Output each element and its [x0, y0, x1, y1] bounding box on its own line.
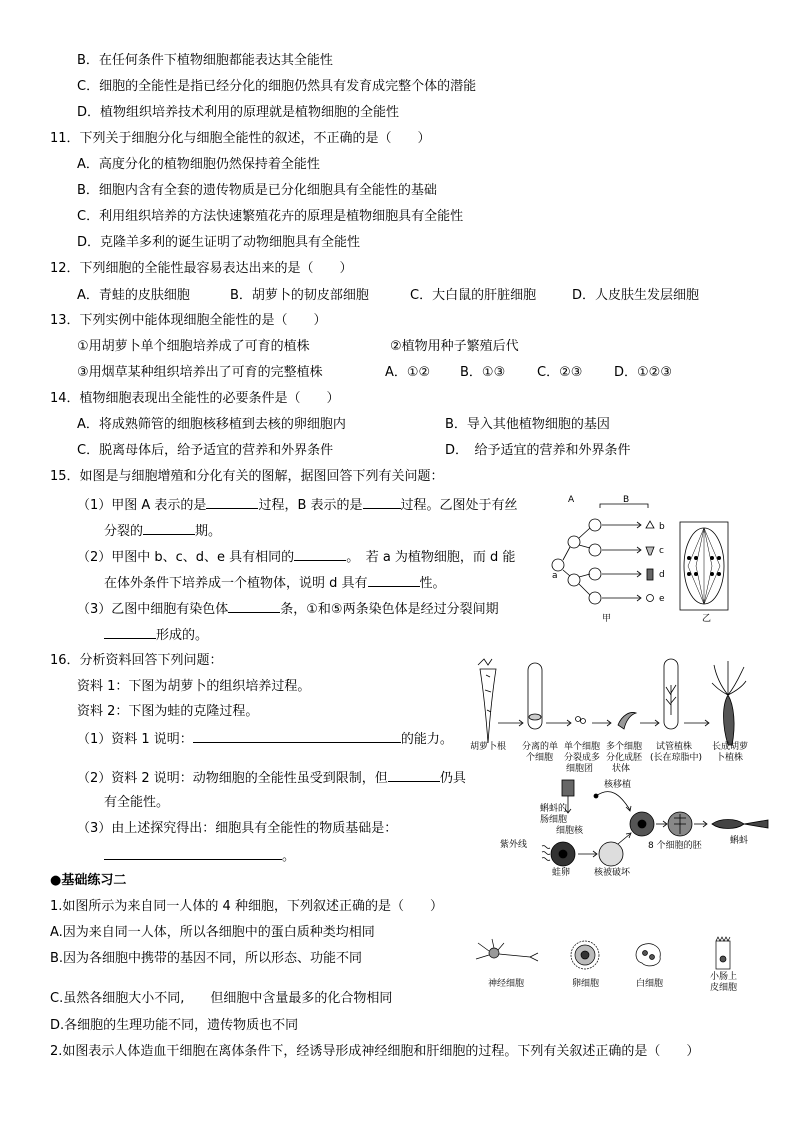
fig-b1-cells — [470, 935, 760, 997]
intestine-cells — [562, 780, 574, 796]
label-d: d — [659, 570, 665, 580]
q15-part-1-cont: 分裂的 期。 — [104, 521, 221, 541]
option-d: D．植物组织培养技术利用的原理就是植物细胞的全能性 — [77, 105, 400, 120]
caption-intestine-2: 皮细胞 — [710, 983, 738, 993]
section-heading: ●基础练习二 — [50, 873, 127, 888]
caption-embryoid-1: 多个细胞 — [606, 742, 643, 752]
caption-tadpole-2: 肠细胞 — [540, 815, 568, 825]
q11-option-a: A．高度分化的植物细胞仍然保持着全能性 — [77, 157, 320, 172]
label-yi: 乙 — [702, 614, 712, 624]
cell-a — [552, 559, 564, 571]
caption-nucleus: 细胞核 — [556, 826, 584, 836]
question-16: 16．分析资料回答下列问题： — [50, 653, 223, 668]
q16-part-2-cont: 有全能性。 — [104, 795, 170, 810]
cell-c-shape — [646, 547, 654, 555]
caption-single-cell-1: 分离的单 — [522, 742, 559, 752]
carrot-plant — [724, 695, 735, 745]
option-c: C．细胞的全能性是指已经分化的细胞仍然具有发育成完整个体的潜能 — [77, 79, 477, 94]
q12-option-c: C．大白鼠的肝脏细胞 — [410, 288, 537, 303]
caption-transfer: 核移植 — [604, 780, 632, 790]
answer-blank[interactable] — [104, 625, 156, 639]
q15-part-2-cont: 在体外条件下培养成一个植物体，说明 d 具有 性。 — [104, 573, 446, 593]
caption-intestine-1: 小肠上 — [710, 972, 738, 982]
caption-divide-3: 细胞团 — [566, 764, 594, 774]
q16-part-1: （1）资料 1 说明： 的能力。 — [77, 729, 453, 749]
answer-blank[interactable] — [388, 768, 440, 782]
caption-neuron: 神经细胞 — [488, 979, 525, 989]
cell-d-shape — [647, 569, 653, 580]
q16-part-2: （2）资料 2 说明：动物细胞的全能性虽受到限制，但 仍具 — [77, 768, 466, 788]
caption-carrot-root: 胡萝卜根 — [470, 742, 507, 752]
carrot-root — [478, 659, 496, 743]
answer-blank[interactable] — [143, 521, 195, 535]
caption-uv: 紫外线 — [500, 840, 528, 850]
caption-divide-1: 单个细胞 — [564, 742, 601, 752]
b1-option-b: B.因为各细胞中携带的基因不同，所以形态、功能不同 — [50, 951, 363, 966]
answer-blank[interactable] — [228, 599, 280, 613]
q13-item-2: ②植物用种子繁殖后代 — [390, 339, 519, 354]
b-question-2: 2.如图表示人体造血干细胞在离体条件下，经诱导形成神经细胞和肝细胞的过程。下列有关叙述正确的是（ ） — [50, 1044, 700, 1059]
cell-e-shape — [647, 595, 654, 602]
label-jia: 甲 — [602, 614, 612, 624]
label-c: c — [659, 546, 664, 556]
question-12: 12．下列细胞的全能性最容易表达出来的是（ ） — [50, 261, 353, 276]
q16-part-3-cont: 。 — [104, 846, 295, 866]
q13-option-d: D．①②③ — [614, 365, 672, 380]
q12-option-d: D．人皮肤生发层细胞 — [572, 288, 700, 303]
q15-part-1: （1）甲图 A 表示的是 过程，B 表示的是 过程。乙图处于有丝 — [77, 495, 518, 515]
cell-b-shape — [646, 521, 654, 528]
b1-option-d: D.各细胞的生理功能不同，遗传物质也不同 — [50, 1018, 299, 1033]
caption-tadpole: 蝌蚪 — [730, 836, 749, 846]
caption-tadpole-1: 蝌蚪的 — [540, 804, 568, 814]
question-14: 14．植物细胞表现出全能性的必要条件是（ ） — [50, 391, 340, 406]
caption-embryoid-3: 状体 — [612, 764, 631, 774]
q11-option-d: D．克隆羊多利的诞生证明了动物细胞具有全能性 — [77, 235, 361, 250]
caption-carrot-plant-1: 长成胡萝 — [712, 742, 749, 752]
caption-white-cell: 白细胞 — [636, 979, 664, 989]
label-a: a — [552, 571, 558, 581]
q12-option-b: B．胡萝卜的韧皮部细胞 — [230, 288, 369, 303]
question-11: 11．下列关于细胞分化与细胞全能性的叙述，不正确的是（ ） — [50, 131, 431, 146]
option-b: B．在任何条件下植物细胞都能表达其全能性 — [77, 53, 333, 68]
caption-divide-2: 分裂成多 — [564, 753, 601, 763]
caption-egg: 蛙卵 — [552, 868, 571, 878]
caption-8cell: 8 个细胞的胚 — [648, 841, 702, 851]
q11-option-b: B．细胞内含有全套的遗传物质是已分化细胞具有全能性的基础 — [77, 183, 437, 198]
intestine-cell-shape — [716, 937, 730, 969]
answer-blank[interactable] — [206, 495, 258, 509]
question-15: 15．如图是与细胞增殖和分化有关的图解，据图回答下列有关问题： — [50, 469, 444, 484]
q14-option-b: B．导入其他植物细胞的基因 — [445, 417, 610, 432]
q16-material-2: 资料 2：下图为蛙的克隆过程。 — [77, 704, 259, 719]
embryoid — [618, 713, 636, 730]
q16-part-3: （3）由上述探究得出：细胞具有全能性的物质基础是： — [77, 821, 398, 836]
caption-test-tube-plant-1: 试管植株 — [656, 742, 693, 752]
b1-option-a: A.因为来自同一人体，所以各细胞中的蛋白质种类均相同 — [50, 925, 375, 940]
q15-part-2: （2）甲图中 b、c、d、e 具有相同的 。 若 a 为植物细胞，而 d 能 — [77, 547, 515, 567]
label-b: b — [659, 522, 665, 532]
caption-destroyed: 核被破坏 — [594, 868, 631, 878]
q13-option-a: A．①② — [385, 365, 431, 380]
q11-option-c: C．利用组织培养的方法快速繁殖花卉的原理是植物细胞具有全能性 — [77, 209, 464, 224]
q14-option-d: D． 给予适宜的营养和外界条件 — [445, 443, 631, 458]
answer-blank[interactable] — [363, 495, 401, 509]
label-e: e — [659, 594, 665, 604]
q15-part-3: （3）乙图中细胞有染色体 条，①和⑤两条染色体是经过分裂间期 — [77, 599, 499, 619]
caption-carrot-plant-2: 卜植株 — [716, 753, 744, 763]
caption-single-cell-2: 个细胞 — [526, 753, 554, 763]
q14-option-c: C．脱离母体后，给予适宜的营养和外界条件 — [77, 443, 334, 458]
neuron-shape — [476, 939, 538, 961]
caption-test-tube-plant-2: (长在琼脂中) — [650, 753, 703, 763]
b-question-1: 1.如图所示为来自同一人体的 4 种细胞，下列叙述正确的是（ ） — [50, 899, 443, 914]
tadpole — [712, 820, 768, 829]
answer-blank[interactable] — [193, 729, 401, 743]
q15-part-3-cont: 形成的。 — [104, 625, 208, 645]
caption-egg-cell: 卵细胞 — [572, 979, 600, 989]
egg-cell-shape — [571, 941, 599, 969]
answer-blank[interactable] — [294, 547, 346, 561]
q12-option-a: A．青蛙的皮肤细胞 — [77, 288, 190, 303]
question-13: 13．下列实例中能体现细胞全能性的是（ ） — [50, 313, 327, 328]
q14-option-a: A．将成熟筛管的细胞核移植到去核的卵细胞内 — [77, 417, 346, 432]
answer-blank[interactable] — [368, 573, 420, 587]
b1-option-c: C.虽然各细胞大小不同, 但细胞中含量最多的化合物相同 — [50, 991, 393, 1006]
q16-material-1: 资料 1：下图为胡萝卜的组织培养过程。 — [77, 679, 311, 694]
q13-item-3: ③用烟草某种组织培养出了可育的完整植株 — [77, 365, 323, 380]
q13-item-1: ①用胡萝卜单个细胞培养成了可育的植株 — [77, 339, 310, 354]
label-A: A — [568, 495, 575, 505]
q13-option-b: B．①③ — [460, 365, 506, 380]
caption-embryoid-2: 分化成胚 — [606, 753, 643, 763]
fig16-frog-cloning — [500, 776, 790, 876]
fig16-carrot-culture — [470, 655, 760, 775]
white-cell-shape — [636, 944, 660, 966]
label-B: B — [623, 495, 630, 505]
fig15-diagram — [540, 490, 740, 630]
answer-blank[interactable] — [104, 846, 282, 860]
q13-option-c: C．②③ — [537, 365, 583, 380]
